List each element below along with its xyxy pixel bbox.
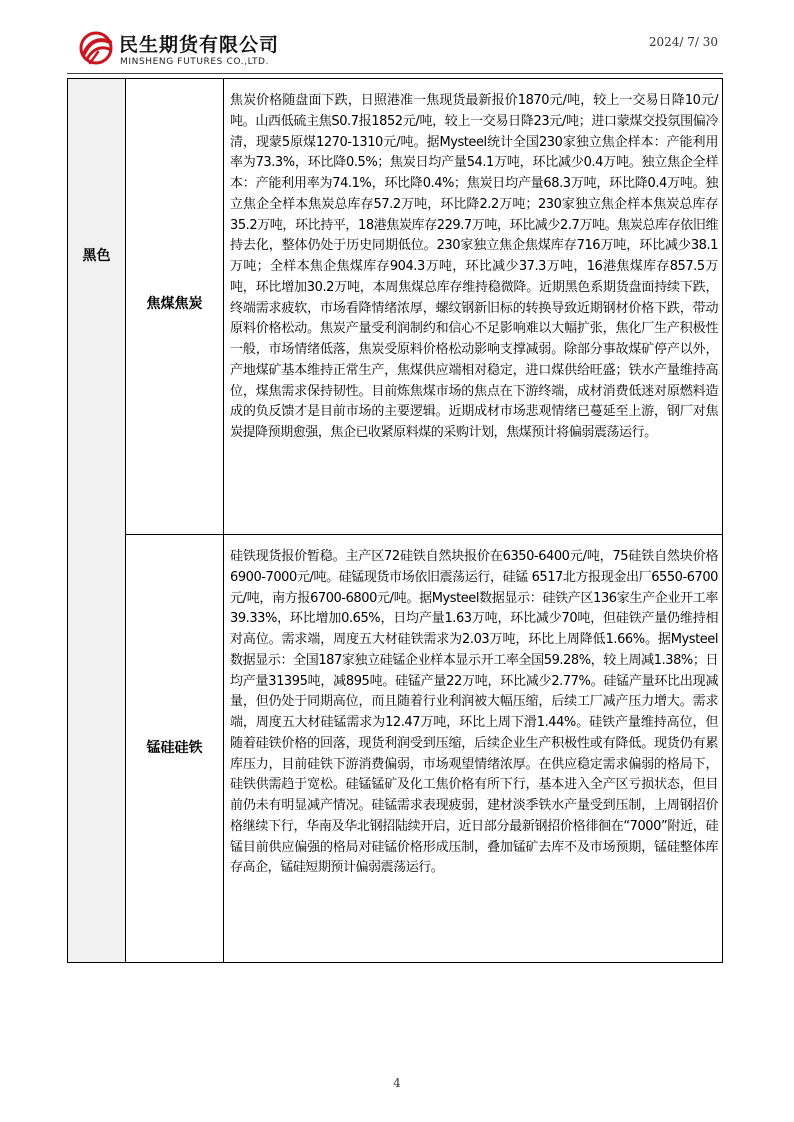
product-cell [126,79,224,534]
product-label-coking-coal: 焦煤焦炭 [146,296,203,312]
header-divider [67,73,723,74]
page-number: 4 [393,1076,401,1090]
company-logo-icon [78,30,114,66]
table-row-coking-coal [126,79,722,535]
table-row-ferroalloy [126,535,722,962]
report-date: 2024/ 7/ 30 [648,35,718,49]
company-name-cn: 民生期货有限公司 [119,34,280,56]
page-header [0,0,794,80]
sector-label: 黑色 [82,248,111,264]
product-label-ferroalloy: 锰硅硅铁 [146,740,203,756]
commentary-text-coking-coal: 焦炭价格随盘面下跌，日照港准一焦现货最新报价1870元/吨，较上一交易日降10元/吨。山西低硫主焦S0.7报1852元/吨，较上一交易日降23元/吨；进口蒙煤交投氛围偏冷清，现蒙5原煤1270-1310元/吨。据Mysteel统计全国230家独立焦企样本：产能利用率为73.3%，环比降0.5%；焦炭日均产量54.1万吨，环比减少0.4万吨。独立焦企全样本：产能利用率为74.1%，环比降0.4%；焦炭日均产量68.3万吨，环比降0.4万吨。独立焦企全样本焦炭总库存57.2万吨，环比降2.2万吨；230家独立焦企样本焦炭总库存35.2万吨，环比持平，18港焦炭库存229.7万吨，环比减少2.7万吨。焦炭总库存依旧维持去化，整体仍处于历史同期低位。230家独立焦企焦煤库存716万吨，环比减少38.1万吨；全样本焦企焦煤库存904.3万吨，环比减少37.3万吨，16港焦煤库存857.5万吨，环比增加30.2万吨，本周焦煤总库存维持稳微降。近期黑色系期货盘面持续下跌，终端需求疲软，市场看降情绪浓厚，螺纹钢新旧标的转换导致近期钢材价格下跌，带动原料价格松动。焦炭产量受利润制约和信心不足影响难以大幅扩张，焦化厂生产积极性一般，市场情绪低落，焦炭受原料价格松动影响支撑减弱。除部分事故煤矿停产以外，产地煤矿基本维持正常生产，焦煤供应端相对稳定，进口煤供给旺盛；铁水产量维持高位，煤焦需求保持韧性。目前炼焦煤市场的焦点在下游终端，成材消费低迷对原燃料造成的负反馈才是目前市场的主要逻辑。近期成材市场悲观情绪已蔓延至上游，钢厂对焦炭提降预期愈强，焦企已收紧原料煤的采购计划，焦煤预计将偏弱震荡运行。 [230,93,718,440]
commodity-commentary-table [67,78,723,963]
company-name-en: MINSHENG FUTURES CO.,LTD. [120,57,270,67]
product-cell [126,535,224,962]
commentary-text-ferroalloy: 硅铁现货报价暂稳。主产区72硅铁自然块报价在6350-6400元/吨，75硅铁自然块价格6900-7000元/吨。硅锰现货市场依旧震荡运行，硅锰 6517北方报现金出厂6550-6700元/吨，南方报6700-6800元/吨。据Mysteel数据显示：硅铁产区136家生产企业开工率39.33%，环比增加0.65%，日均产量1.63万吨，环比减少70吨，但硅铁产量仍维持相对高位。需求端，周度五大材硅铁需求为2.03万吨，环比上周降低1.66%。据Mysteel数据显示：全国187家独立硅锰企业样本显示开工率全国59.28%，较上周减1.38%；日均产量31395吨，减895吨。硅锰产量22万吨，环比减少2.77%。硅锰产量环比出现减量，但仍处于同期高位，而且随着行业利润被大幅压缩，后续工厂减产压力增大。需求端，周度五大材硅锰需求为12.47万吨，环比上周下滑1.44%。硅铁产量维持高位，但随着硅铁价格的回落，现货利润受到压缩，后续企业生产积极性或有降低。现货仍有累库压力，目前硅铁下游消费偏弱，市场观望情绪浓厚。在供应稳定需求偏弱的格局下，硅铁供需趋于宽松。硅锰锰矿及化工焦价格有所下行，基本进入全产区亏损状态，但目前仍未有明显减产情况。硅锰需求表现疲弱，建材淡季铁水产量受到压制，上周钢招价格继续下行，华南及华北钢招陆续开启，近日部分最新钢招价格徘徊在“7000”附近，硅锰目前供应偏强的格局对硅锰价格形成压制，叠加锰矿去库不及市场预期，锰硅整体库存高企，锰硅短期预计偏弱震荡运行。 [230,549,718,876]
sector-cell [68,79,126,962]
